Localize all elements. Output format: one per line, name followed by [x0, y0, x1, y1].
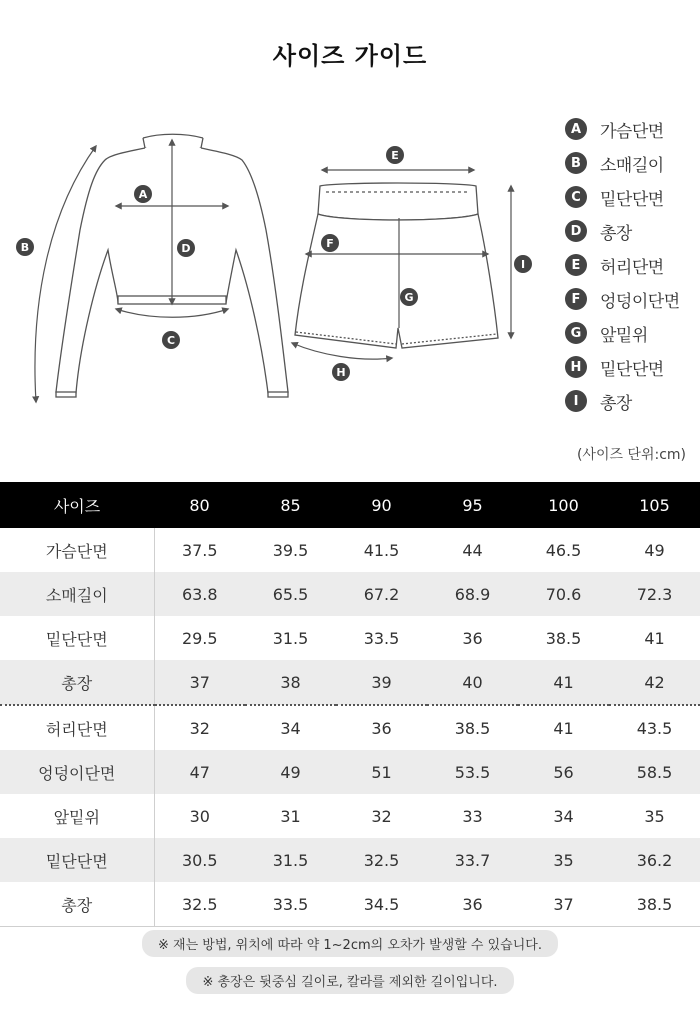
legend-label: 소매길이	[600, 155, 664, 176]
table-cell: 49	[644, 540, 665, 560]
table-cell: 49	[245, 750, 336, 794]
size-header: 85	[245, 482, 336, 528]
row-label: 밑단단면	[0, 616, 154, 660]
legend-label: 앞밑위	[600, 325, 648, 346]
table-cell: 41	[518, 660, 609, 705]
legend-badge: G	[565, 322, 587, 344]
table-cell: 43.5	[636, 718, 673, 738]
legend-badge: D	[565, 220, 587, 242]
legend-item	[565, 248, 700, 282]
table-cell: 37.5	[181, 540, 218, 560]
note-measurement-error: ※ 재는 방법, 위치에 따라 약 1~2cm의 오차가 발생할 수 있습니다.	[142, 930, 558, 957]
table-cell: 34.5	[336, 882, 427, 927]
table-cell: 39.5	[272, 540, 309, 560]
table-row	[0, 705, 700, 750]
table-cell: 33.5	[245, 882, 336, 927]
legend-label: 밑단단면	[600, 359, 664, 380]
table-cell: 37	[154, 660, 245, 705]
table-cell: 31.5	[272, 628, 309, 648]
legend-label: 밑단단면	[600, 189, 664, 210]
legend-item	[565, 384, 700, 418]
svg-text:C: C	[166, 334, 176, 347]
table-row	[0, 882, 700, 927]
table-cell: 40	[427, 660, 518, 705]
table-cell: 36	[427, 882, 518, 927]
legend-item	[565, 350, 700, 384]
legend-badge: C	[565, 186, 587, 208]
table-row	[0, 838, 700, 882]
legend-item	[565, 146, 700, 180]
legend-badge: H	[565, 356, 587, 378]
legend-label: 총장	[600, 223, 632, 244]
size-header: 105	[609, 482, 700, 528]
table-cell: 53.5	[427, 750, 518, 794]
svg-text:B: B	[20, 241, 30, 254]
svg-text:A: A	[138, 188, 148, 201]
legend-label: 가슴단면	[600, 121, 664, 142]
row-label: 가슴단면	[0, 528, 154, 572]
row-label: 총장	[0, 882, 154, 927]
size-table	[0, 482, 700, 927]
table-cell: 36.2	[609, 838, 700, 882]
table-cell: 41.5	[363, 540, 400, 560]
legend-badge: A	[565, 118, 587, 140]
table-cell: 63.8	[154, 572, 245, 616]
table-cell: 58.5	[609, 750, 700, 794]
size-header: 90	[336, 482, 427, 528]
size-header: 100	[518, 482, 609, 528]
legend-badge: B	[565, 152, 587, 174]
table-cell: 46.5	[545, 540, 582, 560]
table-cell: 44	[462, 540, 483, 560]
table-row	[0, 616, 700, 660]
legend-item	[565, 316, 700, 350]
table-cell: 35	[644, 806, 665, 826]
table-cell: 39	[336, 660, 427, 705]
page-title: 사이즈 가이드	[272, 42, 428, 70]
table-cell: 37	[518, 882, 609, 927]
row-label: 소매길이	[0, 572, 154, 616]
table-cell: 33	[462, 806, 483, 826]
row-label: 총장	[0, 660, 154, 705]
table-cell: 33.5	[363, 628, 400, 648]
table-cell: 35	[518, 838, 609, 882]
legend-badge: I	[565, 390, 587, 412]
table-cell: 31	[280, 806, 301, 826]
row-label: 허리단면	[0, 705, 154, 750]
row-label: 엉덩이단면	[0, 750, 154, 794]
svg-text:D: D	[181, 242, 191, 255]
notes	[0, 930, 700, 1004]
legend-label: 엉덩이단면	[600, 291, 680, 312]
table-cell: 38.5	[454, 718, 491, 738]
garment-illustration	[0, 100, 560, 430]
table-row	[0, 750, 700, 794]
table-cell: 38.5	[609, 882, 700, 927]
table-cell: 30.5	[154, 838, 245, 882]
measurement-legend	[565, 112, 700, 418]
unit-note: (사이즈 단위:cm)	[576, 447, 686, 463]
table-cell: 41	[644, 628, 665, 648]
legend-item	[565, 112, 700, 146]
row-label: 앞밑위	[0, 794, 154, 838]
table-cell: 34	[280, 718, 301, 738]
table-row	[0, 528, 700, 572]
legend-item	[565, 282, 700, 316]
table-cell: 51	[336, 750, 427, 794]
table-header-row	[0, 482, 700, 528]
table-cell: 65.5	[245, 572, 336, 616]
size-header: 80	[154, 482, 245, 528]
table-cell: 42	[609, 660, 700, 705]
legend-item	[565, 214, 700, 248]
table-row	[0, 794, 700, 838]
table-cell: 29.5	[181, 628, 218, 648]
table-cell: 33.7	[427, 838, 518, 882]
svg-text:E: E	[391, 149, 399, 162]
table-cell: 72.3	[609, 572, 700, 616]
legend-badge: F	[565, 288, 587, 310]
table-cell: 36	[462, 628, 483, 648]
table-cell: 32.5	[336, 838, 427, 882]
table-cell: 68.9	[427, 572, 518, 616]
header-label: 사이즈	[0, 482, 154, 528]
legend-badge: E	[565, 254, 587, 276]
table-cell: 36	[371, 718, 392, 738]
table-cell: 41	[553, 718, 574, 738]
note-length-definition: ※ 총장은 뒷중심 길이로, 칼라를 제외한 길이입니다.	[186, 967, 513, 994]
svg-text:F: F	[326, 237, 334, 250]
table-row	[0, 660, 700, 705]
table-cell: 32.5	[154, 882, 245, 927]
table-cell: 38.5	[545, 628, 582, 648]
svg-text:H: H	[336, 366, 346, 379]
table-cell: 56	[518, 750, 609, 794]
shorts-drawing	[295, 183, 498, 348]
table-cell: 32	[371, 806, 392, 826]
table-cell: 31.5	[245, 838, 336, 882]
svg-text:G: G	[404, 291, 414, 304]
table-cell: 70.6	[518, 572, 609, 616]
legend-label: 허리단면	[600, 257, 664, 278]
size-header: 95	[427, 482, 518, 528]
table-row	[0, 572, 700, 616]
legend-label: 총장	[600, 393, 632, 414]
table-cell: 38	[245, 660, 336, 705]
row-label: 밑단단면	[0, 838, 154, 882]
table-cell: 30	[189, 806, 210, 826]
table-cell: 32	[189, 718, 210, 738]
table-cell: 34	[553, 806, 574, 826]
legend-item	[565, 180, 700, 214]
svg-text:I: I	[520, 258, 526, 271]
table-cell: 67.2	[336, 572, 427, 616]
table-cell: 47	[154, 750, 245, 794]
